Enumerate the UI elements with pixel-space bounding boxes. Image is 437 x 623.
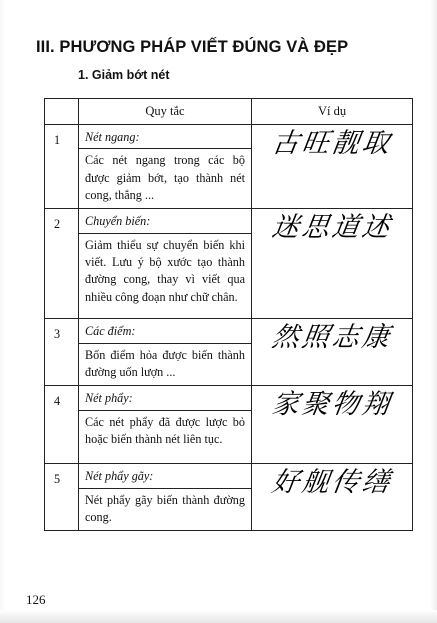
example-cell bbox=[252, 125, 413, 209]
header-number bbox=[45, 99, 79, 125]
rule-cell bbox=[79, 386, 252, 464]
rule-name: Nét phẩy: bbox=[79, 386, 251, 410]
rule-description: Giảm thiểu sự chuyển biến khi viết. Lưu ý bộ xước tạo thành đường cong, thay vì viết qua nhiều công đoạn như chữ chân. bbox=[85, 237, 245, 304]
table-row bbox=[45, 209, 413, 319]
page-number: 126 bbox=[26, 592, 46, 607]
table-row bbox=[45, 319, 413, 386]
rule-description: Bốn điểm hỏa được biến thành đường uốn lượn ... bbox=[85, 347, 245, 379]
rule-description: Các nét phẩy đã được lược bỏ hoặc biến thành nét liên tục. bbox=[85, 414, 245, 446]
handwritten-example: 然照志康 bbox=[269, 322, 395, 354]
row-number: 5 bbox=[45, 464, 79, 531]
example-cell bbox=[252, 386, 413, 464]
handwritten-example: 迷思道述 bbox=[269, 212, 395, 244]
row-number: 2 bbox=[45, 209, 79, 319]
row-number: 4 bbox=[45, 386, 79, 464]
table-row bbox=[45, 125, 413, 209]
rules-table bbox=[44, 98, 413, 531]
rule-name: Nét ngang: bbox=[79, 125, 251, 149]
row-number: 3 bbox=[45, 319, 79, 386]
page-bottom-edge bbox=[0, 610, 437, 623]
rule-name: Chuyển biến: bbox=[79, 209, 251, 233]
table-header-row bbox=[45, 99, 413, 125]
handwritten-example: 古旺靓取 bbox=[269, 128, 395, 159]
handwritten-example: 家聚物翔 bbox=[269, 389, 395, 421]
example-cell bbox=[252, 464, 413, 531]
rule-name: Các điểm: bbox=[79, 319, 251, 343]
rule-description: Các nét ngang trong các bộ được giảm bớt, tạo thành nét cong, thẳng ... bbox=[85, 153, 245, 202]
rule-cell bbox=[79, 125, 252, 209]
rule-description: Nét phẩy gãy biến thành đường cong. bbox=[85, 492, 245, 524]
handwritten-example: 好舰传缮 bbox=[269, 467, 395, 499]
rule-cell bbox=[79, 209, 252, 319]
subsection-title: 1. Giảm bớt nét bbox=[78, 68, 170, 82]
row-number: 1 bbox=[45, 125, 79, 209]
rule-cell bbox=[79, 319, 252, 386]
example-cell bbox=[252, 209, 413, 319]
section-title: III. PHƯƠNG PHÁP VIẾT ĐÚNG VÀ ĐẸP bbox=[36, 38, 349, 56]
table-row bbox=[45, 464, 413, 531]
header-rule: Quy tắc bbox=[79, 99, 252, 125]
example-cell bbox=[252, 319, 413, 386]
header-example: Ví dụ bbox=[252, 99, 413, 125]
rule-cell bbox=[79, 464, 252, 531]
table-row bbox=[45, 386, 413, 464]
rule-name: Nét phẩy gãy: bbox=[79, 464, 251, 488]
